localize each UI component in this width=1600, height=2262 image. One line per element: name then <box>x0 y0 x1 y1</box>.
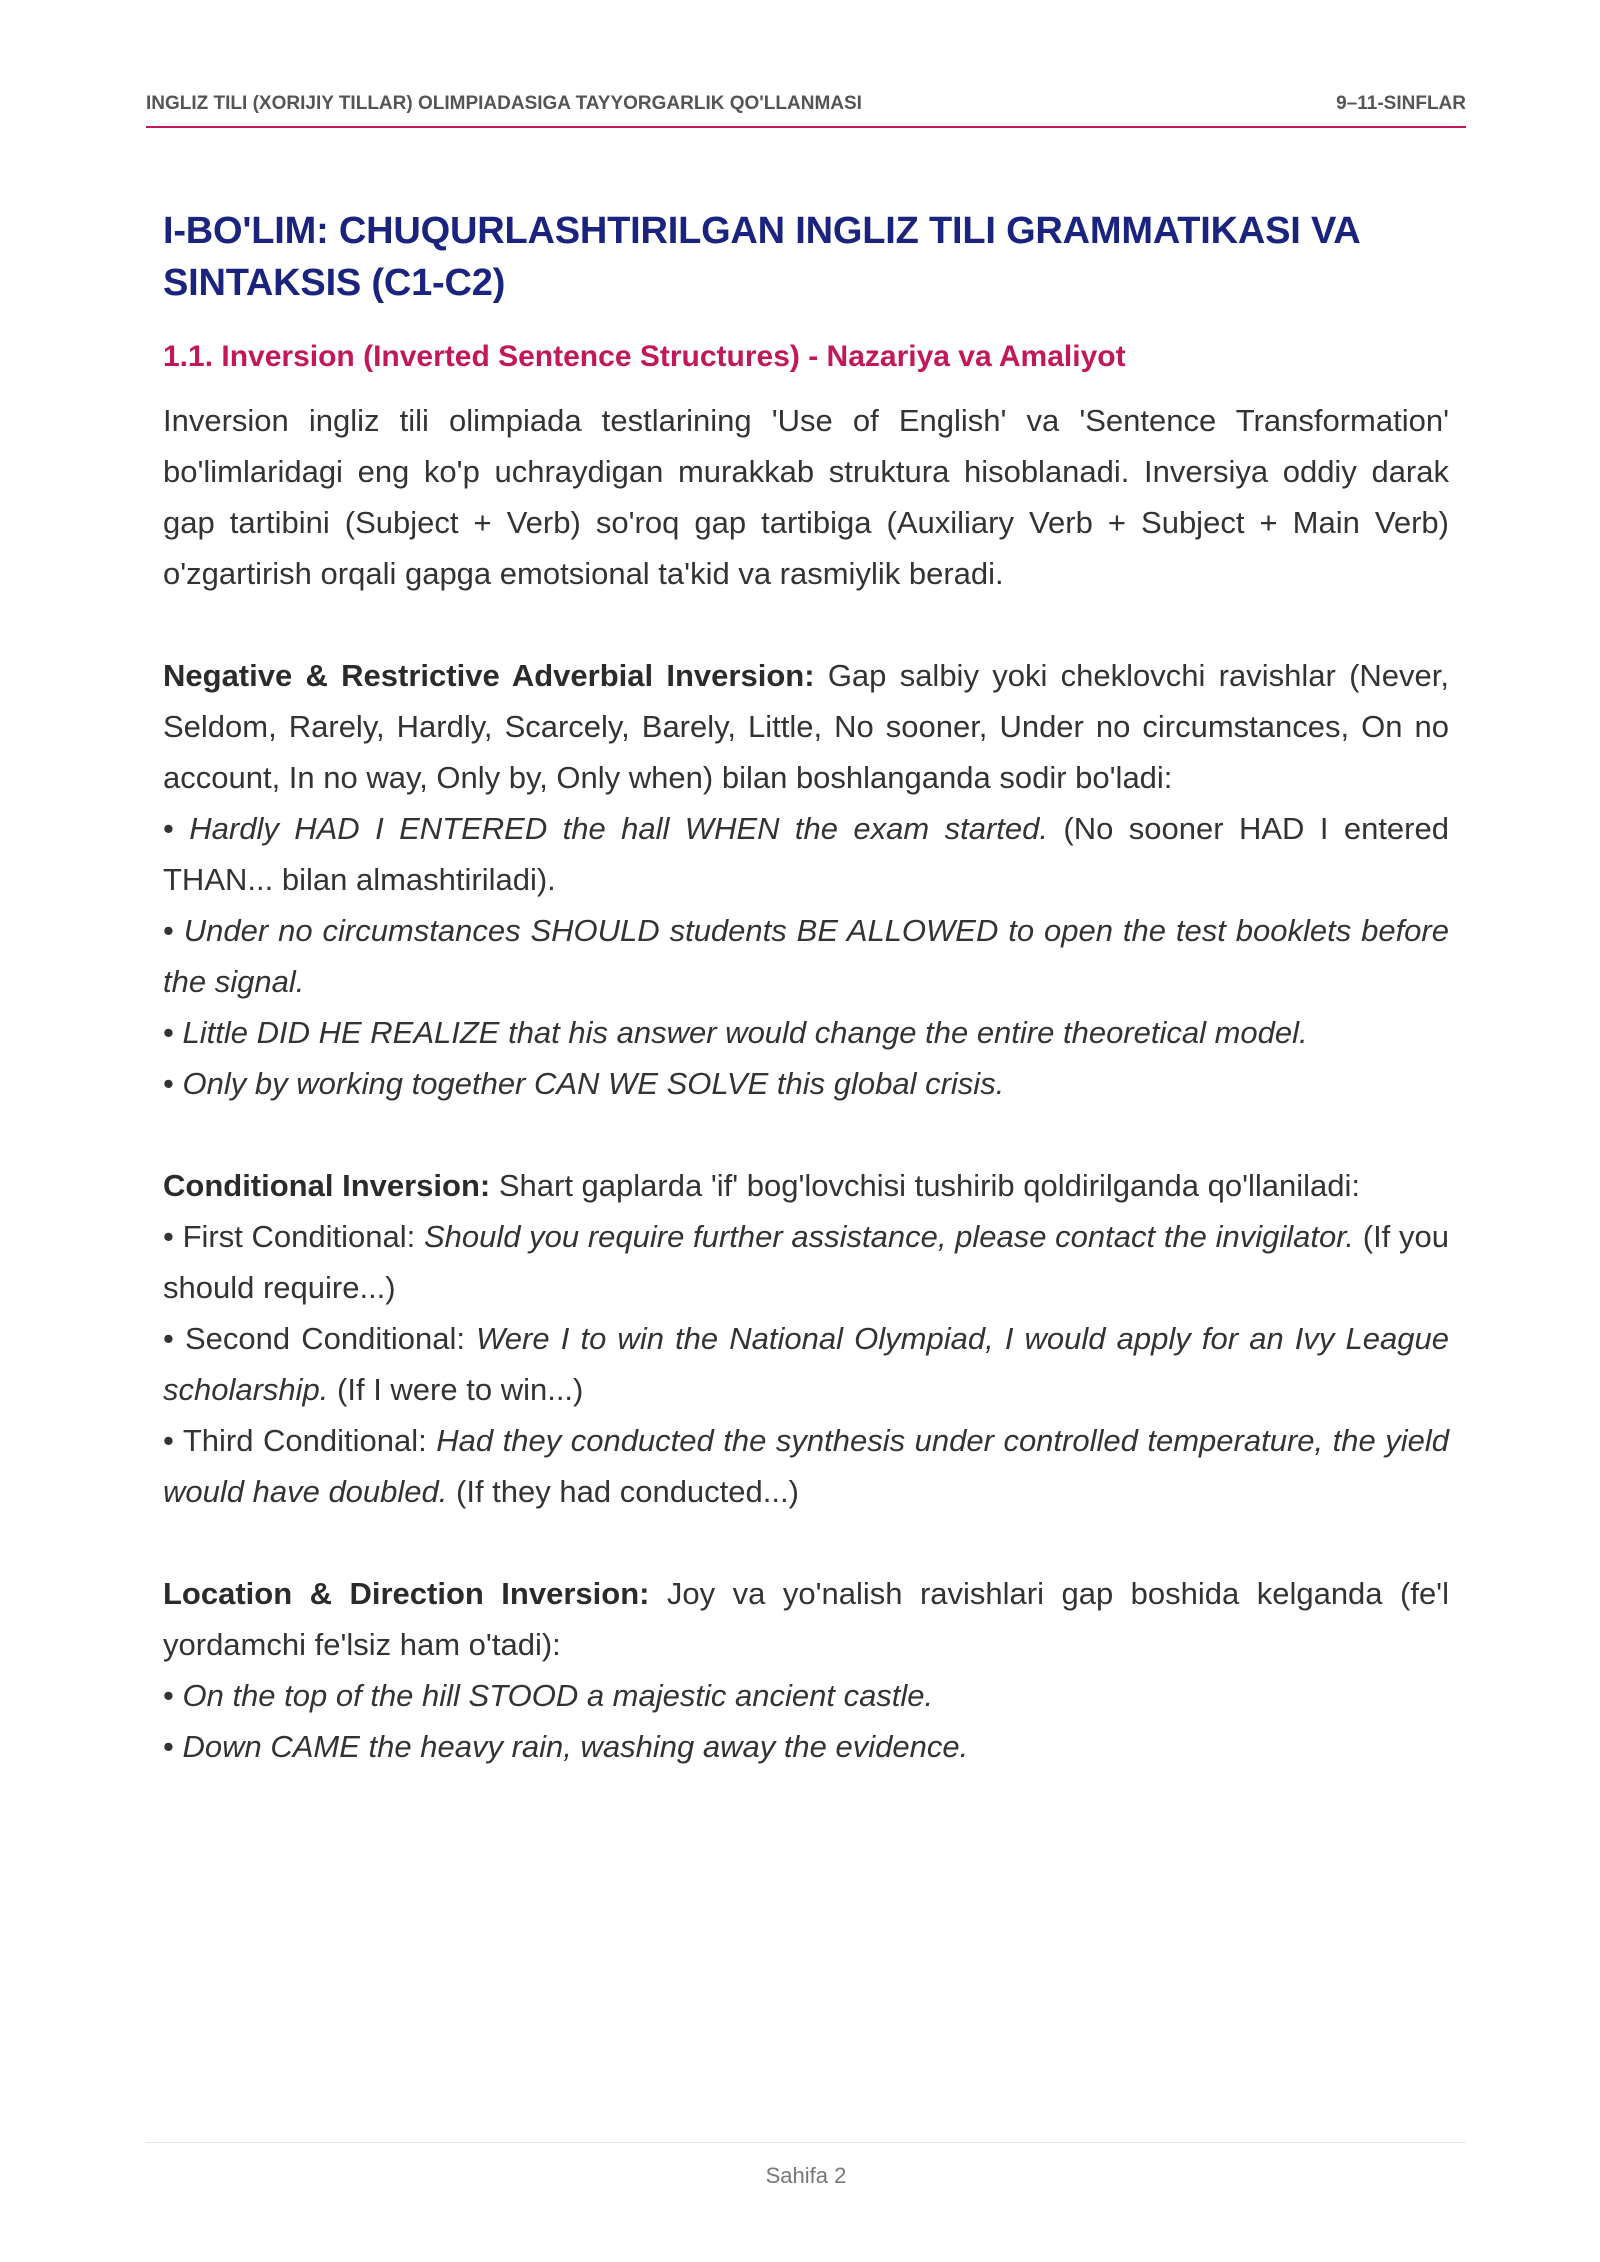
example-note: (If they had conducted...) <box>447 1474 799 1509</box>
bullet-marker: • <box>163 1219 174 1254</box>
example-label: Third Conditional: <box>182 1423 437 1458</box>
bullet-marker: • <box>163 1015 174 1050</box>
example-sentence: Under no circumstances SHOULD students BE ALLOWED to open the test booklets before the signal. <box>163 913 1449 999</box>
example-sentence: Hardly HAD I ENTERED the hall WHEN the exam started. <box>189 811 1049 846</box>
example-label: Second Conditional: <box>184 1321 477 1356</box>
example-note: (If you should require...) <box>163 1219 1449 1305</box>
conditional-inversion-text: Shart gaplarda 'if' bog'lovchisi tushirib qoldirilganda qo'llaniladi: <box>490 1168 1361 1203</box>
example-note: (No sooner HAD I entered THAN... bilan almashtiriladi). <box>163 811 1449 897</box>
negative-inversion-text: Gap salbiy yoki cheklovchi ravishlar (Never, Seldom, Rarely, Hardly, Scarcely, Barely, Little, No sooner, Under no circumstances, On no account, In no way, Only by, Only when) bilan boshlanganda sodir bo'ladi: <box>163 658 1449 795</box>
list-item <box>163 1313 1449 1415</box>
section-title: I-BO'LIM: CHUQURLASHTIRILGAN INGLIZ TILI GRAMMATIKASI VA SINTAKSIS (C1-C2) <box>163 210 1360 304</box>
bullet-marker: • <box>163 913 174 948</box>
example-sentence: Only by working together CAN WE SOLVE this global crisis. <box>182 1066 1005 1101</box>
header-title: INGLIZ TILI (XORIJIY TILLAR) OLIMPIADASIGA TAYYORGARLIK QO'LLANMASI <box>146 93 862 114</box>
bullet-marker: • <box>163 1678 174 1713</box>
bullet-marker: • <box>163 1066 174 1101</box>
example-sentence: Should you require further assistance, please contact the invigilator. <box>423 1219 1355 1254</box>
location-inversion-paragraph <box>163 1568 1449 1670</box>
negative-inversion-label: Negative & Restrictive Adverbial Inversion: <box>163 658 815 693</box>
example-sentence: On the top of the hill STOOD a majestic ancient castle. <box>182 1678 934 1713</box>
example-sentence: Down CAME the heavy rain, washing away the evidence. <box>182 1729 969 1764</box>
location-inversion-text: Joy va yo'nalish ravishlari gap boshida kelganda (fe'l yordamchi fe'lsiz ham o'tadi): <box>163 1576 1449 1662</box>
example-label: First Conditional: <box>182 1219 424 1254</box>
page-number: Sahifa 2 <box>765 2163 847 2188</box>
list-item <box>163 1415 1449 1517</box>
intro-paragraph: Inversion ingliz tili olimpiada testlarining 'Use of English' va 'Sentence Transformation' bo'limlaridagi eng ko'p uchraydigan murakkab struktura hisoblanadi. Inversiya oddiy darak gap tartibini (Subject + Verb) so'roq gap tartibiga (Auxiliary Verb + Subject + Main Verb) o'zgartirish orqali gapga emotsional ta'kid va rasmiylik beradi. <box>163 403 1449 591</box>
header-grade: 9–11-SINFLAR <box>1336 93 1466 114</box>
bullet-marker: • <box>163 811 174 846</box>
example-note: (If I were to win...) <box>328 1372 584 1407</box>
bullet-marker: • <box>163 1321 174 1356</box>
conditional-inversion-label: Conditional Inversion: <box>163 1168 491 1203</box>
bullet-marker: • <box>163 1729 174 1764</box>
page-content <box>163 205 1449 1772</box>
page-footer <box>146 2142 1466 2189</box>
list-item <box>163 905 1449 1007</box>
bullet-marker: • <box>163 1423 174 1458</box>
list-item <box>163 1211 1449 1313</box>
list-item <box>163 1007 1449 1058</box>
list-item <box>163 1058 1449 1109</box>
example-sentence: Were I to win the National Olympiad, I would apply for an Ivy League scholarship. <box>163 1321 1449 1407</box>
list-item <box>163 1721 1449 1772</box>
conditional-inversion-block <box>163 1160 1449 1517</box>
example-sentence: Had they conducted the synthesis under controlled temperature, the yield would have doubled. <box>163 1423 1450 1509</box>
page-header <box>146 92 1466 128</box>
list-item <box>163 803 1449 905</box>
example-sentence: Little DID HE REALIZE that his answer would change the entire theoretical model. <box>182 1015 1308 1050</box>
location-inversion-block <box>163 1568 1449 1772</box>
subsection-title: 1.1. Inversion (Inverted Sentence Structures) - Nazariya va Amaliyot <box>163 340 1126 373</box>
conditional-inversion-paragraph <box>163 1160 1449 1211</box>
negative-inversion-block <box>163 650 1449 1109</box>
list-item <box>163 1670 1449 1721</box>
negative-inversion-paragraph <box>163 650 1449 803</box>
location-inversion-label: Location & Direction Inversion: <box>163 1576 650 1611</box>
